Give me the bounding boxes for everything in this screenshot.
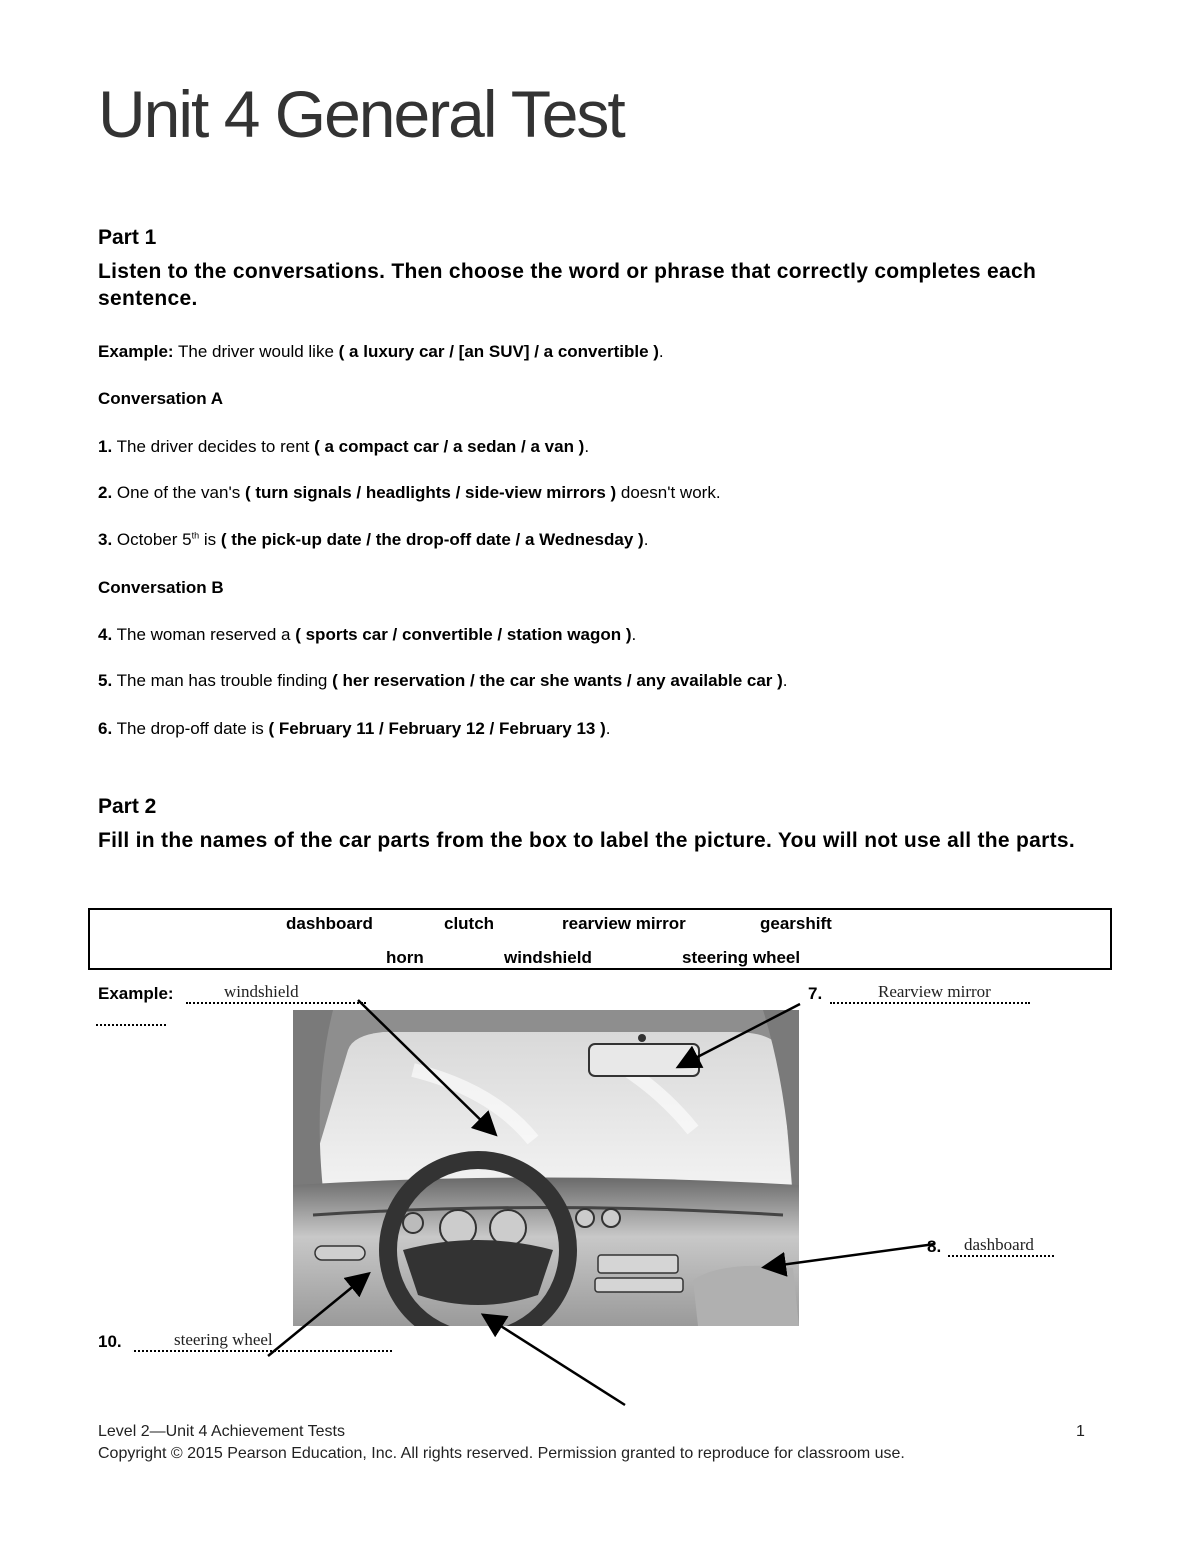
word-rearview-mirror: rearview mirror (562, 914, 686, 933)
part2-heading: Part 2 (98, 795, 157, 818)
word-clutch: clutch (444, 914, 495, 933)
word-windshield: windshield (504, 948, 592, 967)
question-2: 2. One of the van's ( turn signals / headlights / side-view mirrors ) doesn't work. (98, 483, 721, 502)
word-dashboard: dashboard (286, 914, 373, 933)
footer-copyright: Copyright © 2015 Pearson Education, Inc. All rights reserved. Permission granted to reproduce for classroom use. (98, 1445, 905, 1462)
word-horn: horn (386, 948, 424, 967)
part1-example: Example: The driver would like ( a luxury car / [an SUV] / a convertible ). (98, 342, 664, 361)
arrow-rearview-mirror (680, 1004, 800, 1066)
word-gearshift: gearshift (760, 914, 832, 933)
question-4: 4. The woman reserved a ( sports car / convertible / station wagon ). (98, 625, 637, 644)
label-7-answer: Rearview mirror (830, 982, 1030, 1004)
label-8-answer: dashboard (948, 1235, 1054, 1257)
arrow-windshield (358, 1000, 494, 1133)
arrow-item-9 (485, 1316, 625, 1405)
arrow-steering-wheel (268, 1275, 367, 1356)
label-10-answer: steering wheel (134, 1330, 392, 1352)
label-7-number: 7. (808, 984, 823, 1003)
conversation-b-heading: Conversation B (98, 578, 224, 597)
arrow-dashboard (766, 1244, 935, 1267)
part1-instructions: Listen to the conversations. Then choose the word or phrase that correctly completes each sentence. (98, 260, 1037, 310)
conversation-a-heading: Conversation A (98, 389, 224, 408)
question-6: 6. The drop-off date is ( February 11 / February 12 / February 13 ). (98, 719, 611, 738)
page-title: Unit 4 General Test (98, 77, 624, 151)
part1-heading: Part 1 (98, 226, 157, 249)
page-number: 1 (1076, 1423, 1085, 1440)
label-10-number: 10. (98, 1332, 122, 1351)
part2-instructions: Fill in the names of the car parts from the box to label the picture. You will not use all the parts. (98, 829, 1076, 852)
footer-level: Level 2—Unit 4 Achievement Tests (98, 1423, 345, 1440)
question-3: 3. October 5th is ( the pick-up date / the drop-off date / a Wednesday ). (98, 530, 649, 549)
label-8-number: 8. (927, 1237, 942, 1256)
part2-example: Example: (98, 984, 174, 1003)
question-5: 5. The man has trouble finding ( her reservation / the car she wants / any available car ). (98, 671, 788, 690)
question-1: 1. The driver decides to rent ( a compact car / a sedan / a van ). (98, 437, 590, 456)
word-steering-wheel: steering wheel (682, 948, 801, 967)
example-label: Example: (98, 342, 174, 361)
example-answer: windshield (186, 982, 366, 1004)
